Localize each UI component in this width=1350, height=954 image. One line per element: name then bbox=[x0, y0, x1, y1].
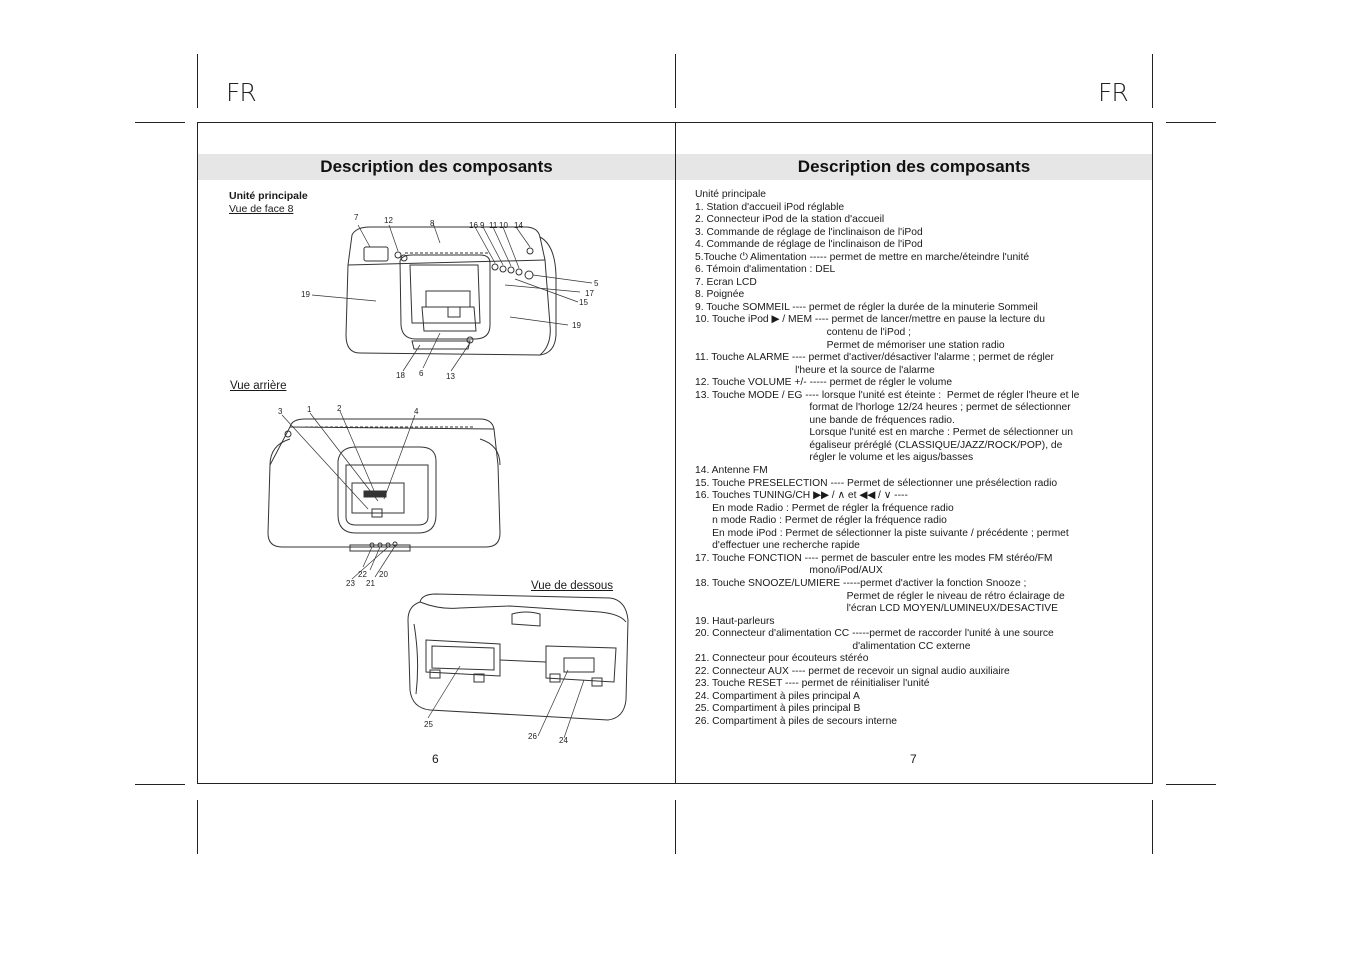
list-item: 15. Touche PRESELECTION ---- Permet de sélectionner une présélection radio bbox=[695, 477, 1058, 489]
list-item: d'effectuer une recherche rapide bbox=[695, 540, 860, 552]
bottom-view-illustration bbox=[400, 590, 640, 750]
left-page-title: Description des composants bbox=[198, 154, 675, 180]
list-item: mono/iPod/AUX bbox=[695, 565, 883, 577]
list-item: 4. Commande de réglage de l'inclinaison de l'iPod bbox=[695, 239, 923, 251]
list-item: Lorsque l'unité est en marche : Permet de sélectionner un bbox=[695, 427, 1073, 439]
list-item: 21. Connecteur pour écouteurs stéréo bbox=[695, 653, 869, 665]
page-number-right: 7 bbox=[910, 752, 917, 766]
callout-label: 26 bbox=[528, 732, 537, 741]
callout-label: 5 bbox=[594, 279, 599, 288]
list-item: Permet de régler le niveau de rétro éclairage de bbox=[695, 590, 1065, 602]
crop-mark bbox=[135, 122, 185, 123]
front-view-label: Vue de face 8 bbox=[229, 203, 294, 215]
callout-label: 17 bbox=[585, 289, 594, 298]
callout-label: 21 bbox=[366, 579, 375, 588]
list-item: 9. Touche SOMMEIL ---- permet de régler la durée de la minuterie Sommeil bbox=[695, 301, 1038, 313]
callout-label: 15 bbox=[579, 298, 588, 307]
component-list bbox=[695, 189, 1135, 729]
front-view-illustration bbox=[300, 215, 600, 385]
rear-view-label: Vue arrière bbox=[230, 380, 287, 392]
bottom-view-label: Vue de dessous bbox=[531, 580, 614, 592]
list-item: 10. Touche iPod ▶ / MEM ---- permet de lancer/mettre en pause la lecture du bbox=[695, 314, 1045, 326]
callout-label: 23 bbox=[346, 579, 355, 588]
list-item: 18. Touche SNOOZE/LUMIERE -----permet d'activer la fonction Snooze ; bbox=[695, 577, 1027, 589]
callout-label: 22 bbox=[358, 570, 367, 579]
list-item: 24. Compartiment à piles principal A bbox=[695, 690, 860, 702]
callout-label: 13 bbox=[446, 372, 455, 381]
callout-label: 14 bbox=[514, 221, 523, 230]
list-item: format de l'horloge 12/24 heures ; permet de sélectionner bbox=[695, 402, 1071, 414]
crop-mark bbox=[1152, 800, 1153, 854]
callout-label: 25 bbox=[424, 720, 433, 729]
right-page-title: Description des composants bbox=[676, 154, 1152, 180]
list-item: l'écran LCD MOYEN/LUMINEUX/DESACTIVE bbox=[695, 603, 1059, 615]
list-item: 2. Connecteur iPod de la station d'accueil bbox=[695, 214, 885, 226]
rear-view-illustration bbox=[260, 405, 510, 590]
crop-mark bbox=[197, 800, 198, 854]
list-item: 5.Touche ⏻ Alimentation ----- permet de mettre en marche/éteindre l'unité bbox=[695, 251, 1030, 263]
list-item: régler le volume et les aigus/basses bbox=[695, 452, 974, 464]
language-marker-left: FR bbox=[226, 78, 256, 107]
callout-label: 12 bbox=[384, 216, 393, 225]
list-item: 6. Témoin d'alimentation : DEL bbox=[695, 264, 836, 276]
list-item: 22. Connecteur AUX ---- permet de recevoir un signal audio auxiliaire bbox=[695, 665, 1010, 677]
list-item: 23. Touche RESET ---- permet de réinitialiser l'unité bbox=[695, 678, 930, 690]
list-item: Unité principale bbox=[695, 189, 766, 200]
list-item: l'heure et la source de l'alarme bbox=[695, 364, 935, 376]
list-item: 25. Compartiment à piles principal B bbox=[695, 703, 861, 715]
list-item: Permet de mémoriser une station radio bbox=[695, 339, 1005, 351]
callout-label: 1 bbox=[307, 405, 312, 414]
list-item: 11. Touche ALARME ---- permet d'activer/désactiver l'alarme ; permet de régler bbox=[695, 352, 1054, 364]
callout-label: 6 bbox=[419, 369, 424, 378]
unit-heading: Unité principale bbox=[229, 190, 308, 202]
language-marker-right: FR bbox=[1098, 78, 1128, 107]
callout-label: 24 bbox=[559, 736, 568, 745]
callout-label: 16 bbox=[469, 221, 478, 230]
list-item: 8. Poignée bbox=[695, 289, 745, 301]
callout-label: 18 bbox=[396, 371, 405, 380]
list-item: 12. Touche VOLUME +/- ----- permet de régler le volume bbox=[695, 377, 953, 389]
list-item: 14. Antenne FM bbox=[695, 465, 768, 477]
list-item: 17. Touche FONCTION ---- permet de basculer entre les modes FM stéréo/FM bbox=[695, 552, 1053, 564]
list-item: d'alimentation CC externe bbox=[695, 640, 971, 652]
crop-mark bbox=[135, 784, 185, 785]
list-item: n mode Radio : Permet de régler la fréquence radio bbox=[695, 515, 947, 527]
crop-mark bbox=[1152, 54, 1153, 108]
list-item: 20. Connecteur d'alimentation CC -----permet de raccorder l'unité à une source bbox=[695, 628, 1054, 640]
list-item: 1. Station d'accueil iPod réglable bbox=[695, 201, 845, 213]
crop-mark bbox=[1166, 122, 1216, 123]
list-item: 19. Haut-parleurs bbox=[695, 615, 775, 627]
list-item: En mode iPod : Permet de sélectionner la piste suivante / précédente ; permet bbox=[695, 527, 1069, 539]
callout-label: 19 bbox=[572, 321, 581, 330]
crop-mark bbox=[675, 800, 676, 854]
callout-label: 7 bbox=[354, 213, 359, 222]
list-item: égaliseur préréglé (CLASSIQUE/JAZZ/ROCK/POP), de bbox=[695, 439, 1063, 451]
page-number-left: 6 bbox=[432, 752, 439, 766]
list-item: une bande de fréquences radio. bbox=[695, 414, 955, 426]
list-item: 16. Touches TUNING/CH ▶▶ / ∧ et ◀◀ / ∨ ---- bbox=[695, 490, 908, 502]
callout-label: 9 bbox=[480, 221, 485, 230]
callout-label: 10 bbox=[499, 221, 508, 230]
callout-label: 19 bbox=[301, 290, 310, 299]
callout-label: 4 bbox=[414, 407, 419, 416]
list-item: 26. Compartiment à piles de secours interne bbox=[695, 715, 898, 727]
crop-mark bbox=[1166, 784, 1216, 785]
callout-label: 8 bbox=[430, 219, 435, 228]
list-item: 3. Commande de réglage de l'inclinaison de l'iPod bbox=[695, 226, 923, 238]
callout-label: 3 bbox=[278, 407, 283, 416]
list-item: contenu de l'iPod ; bbox=[695, 327, 911, 339]
list-item: 7. Ecran LCD bbox=[695, 276, 757, 288]
list-item: En mode Radio : Permet de régler la fréquence radio bbox=[695, 502, 954, 514]
list-item: 13. Touche MODE / EG ---- lorsque l'unité est éteinte : Permet de régler l'heure et le bbox=[695, 389, 1080, 401]
crop-mark bbox=[675, 54, 676, 108]
callout-label: 11 bbox=[489, 221, 498, 230]
callout-label: 2 bbox=[337, 404, 342, 413]
crop-mark bbox=[197, 54, 198, 108]
callout-label: 20 bbox=[379, 570, 388, 579]
